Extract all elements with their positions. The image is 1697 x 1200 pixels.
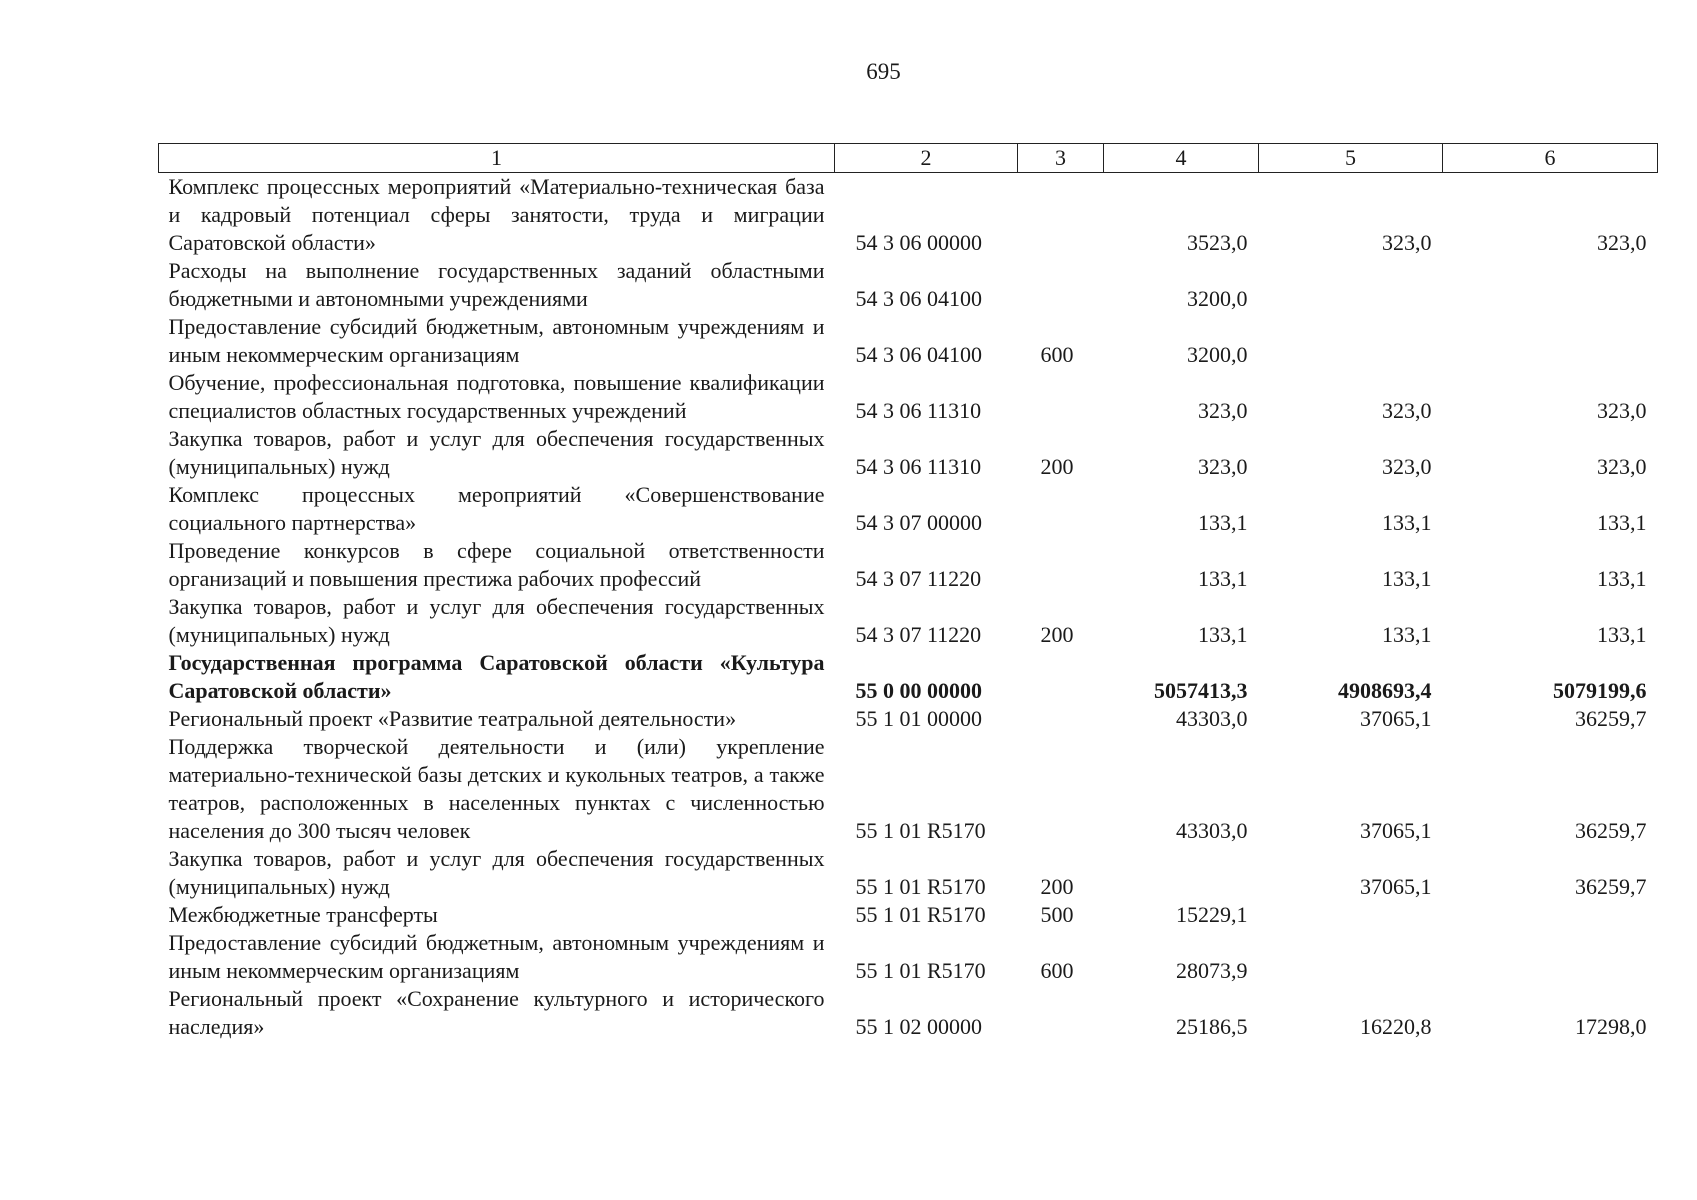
row-code: 55 1 01 R5170 <box>855 818 986 843</box>
table-row <box>159 369 1658 425</box>
row-expense-type <box>1018 481 1104 537</box>
header-row <box>159 144 1658 173</box>
table-row <box>159 313 1658 369</box>
row-name: Расходы на выполнение государственных заданий областными бюджетными и автономными учреждениями <box>168 258 825 311</box>
row-value-col5: 4908693,4 <box>1338 678 1432 703</box>
budget-table <box>158 143 1658 1041</box>
row-value-col5: 133,1 <box>1382 622 1432 647</box>
row-value-col4: 3200,0 <box>1187 286 1248 311</box>
row-expense-type <box>1018 733 1104 845</box>
row-value-col6: 17298,0 <box>1575 1014 1647 1039</box>
table-row <box>159 481 1658 537</box>
row-code: 54 3 06 00000 <box>855 230 982 255</box>
column-header-5: 5 <box>1259 144 1443 173</box>
table-row <box>159 901 1658 929</box>
row-name: Предоставление субсидий бюджетным, автономным учреждениям и иным некоммерческим организациям <box>168 930 825 983</box>
row-value-col4: 133,1 <box>1198 566 1248 591</box>
table-row <box>159 425 1658 481</box>
row-value-col4: 5057413,3 <box>1154 678 1248 703</box>
row-value-col4: 133,1 <box>1198 622 1248 647</box>
row-expense-type <box>1018 173 1104 258</box>
row-value-col5: 37065,1 <box>1360 818 1432 843</box>
row-value-col4: 25186,5 <box>1176 1014 1248 1039</box>
table-body <box>159 173 1658 1042</box>
row-value-col6: 36259,7 <box>1575 818 1647 843</box>
row-name: Государственная программа Саратовской области «Культура Саратовской области» <box>168 650 825 703</box>
row-code: 55 1 01 R5170 <box>855 902 986 927</box>
row-value-col6 <box>1443 929 1658 985</box>
row-value-col6: 5079199,6 <box>1553 678 1647 703</box>
row-name: Региональный проект «Развитие театральной деятельности» <box>168 706 737 731</box>
row-value-col4: 133,1 <box>1198 510 1248 535</box>
row-value-col4: 43303,0 <box>1176 818 1248 843</box>
row-code: 54 3 06 11310 <box>855 398 982 423</box>
row-code: 55 0 00 00000 <box>855 678 982 703</box>
row-value-col5 <box>1259 313 1443 369</box>
table-row <box>159 929 1658 985</box>
row-value-col5: 16220,8 <box>1360 1014 1432 1039</box>
row-value-col4 <box>1104 845 1259 901</box>
column-header-4: 4 <box>1104 144 1259 173</box>
row-expense-type: 600 <box>1040 342 1074 367</box>
table-row <box>159 985 1658 1041</box>
table-row <box>159 257 1658 313</box>
row-code: 55 1 02 00000 <box>855 1014 982 1039</box>
row-name: Проведение конкурсов в сфере социальной ответственности организаций и повышения престижа рабочих профессий <box>168 538 825 591</box>
column-header-1: 1 <box>159 144 835 173</box>
table-row <box>159 845 1658 901</box>
row-expense-type <box>1018 705 1104 733</box>
table-header <box>159 144 1658 173</box>
row-expense-type: 500 <box>1040 902 1074 927</box>
row-expense-type: 600 <box>1040 958 1074 983</box>
row-name: Межбюджетные трансферты <box>168 902 438 927</box>
row-expense-type <box>1018 257 1104 313</box>
column-header-3: 3 <box>1018 144 1104 173</box>
row-value-col4: 15229,1 <box>1176 902 1248 927</box>
row-value-col4: 3200,0 <box>1187 342 1248 367</box>
row-value-col5: 323,0 <box>1382 454 1432 479</box>
row-value-col5: 37065,1 <box>1360 874 1432 899</box>
row-name: Закупка товаров, работ и услуг для обеспечения государственных (муниципальных) нужд <box>168 594 825 647</box>
row-name: Региональный проект «Сохранение культурного и исторического наследия» <box>168 986 825 1039</box>
table-row <box>159 537 1658 593</box>
row-value-col4: 323,0 <box>1198 454 1248 479</box>
row-value-col5: 37065,1 <box>1360 706 1432 731</box>
row-name: Комплекс процессных мероприятий «Совершенствование социального партнерства» <box>168 482 825 535</box>
row-value-col5 <box>1259 257 1443 313</box>
row-value-col4: 28073,9 <box>1176 958 1248 983</box>
row-value-col5: 133,1 <box>1382 566 1432 591</box>
row-name: Комплекс процессных мероприятий «Материально-техническая база и кадровый потенциал сферы занятости, труда и миграции Саратовской области» <box>168 174 825 255</box>
row-value-col6: 36259,7 <box>1575 706 1647 731</box>
row-name: Закупка товаров, работ и услуг для обеспечения государственных (муниципальных) нужд <box>168 846 825 899</box>
row-value-col6: 323,0 <box>1597 454 1647 479</box>
row-name: Обучение, профессиональная подготовка, повышение квалификации специалистов областных государственных учреждений <box>168 370 825 423</box>
table-row <box>159 593 1658 649</box>
row-expense-type: 200 <box>1040 874 1074 899</box>
row-code: 54 3 07 11220 <box>855 622 982 647</box>
row-value-col5: 323,0 <box>1382 230 1432 255</box>
row-value-col6: 36259,7 <box>1575 874 1647 899</box>
row-value-col6: 323,0 <box>1597 230 1647 255</box>
row-value-col6 <box>1443 313 1658 369</box>
row-value-col6: 133,1 <box>1597 622 1647 647</box>
row-name: Поддержка творческой деятельности и (или) укрепление материально-технической базы детских и кукольных театров, а также театров, расположенных в населенных пунктах с численностью населения до 300 тысяч человек <box>168 734 825 843</box>
row-value-col4: 323,0 <box>1198 398 1248 423</box>
row-expense-type: 200 <box>1040 622 1074 647</box>
row-code: 55 1 01 R5170 <box>855 874 986 899</box>
row-value-col4: 3523,0 <box>1187 230 1248 255</box>
row-name: Закупка товаров, работ и услуг для обеспечения государственных (муниципальных) нужд <box>168 426 825 479</box>
table-row <box>159 733 1658 845</box>
row-code: 54 3 07 00000 <box>855 510 982 535</box>
row-expense-type: 200 <box>1040 454 1074 479</box>
row-value-col6: 133,1 <box>1597 566 1647 591</box>
table-row <box>159 705 1658 733</box>
row-name: Предоставление субсидий бюджетным, автономным учреждениям и иным некоммерческим организациям <box>168 314 825 367</box>
row-value-col6 <box>1443 901 1658 929</box>
row-value-col6 <box>1443 257 1658 313</box>
row-expense-type <box>1018 369 1104 425</box>
row-value-col5: 133,1 <box>1382 510 1432 535</box>
row-value-col6: 133,1 <box>1597 510 1647 535</box>
row-value-col5 <box>1259 929 1443 985</box>
row-code: 54 3 07 11220 <box>855 566 982 591</box>
row-code: 55 1 01 00000 <box>855 706 982 731</box>
row-expense-type <box>1018 985 1104 1041</box>
table-row <box>159 173 1658 258</box>
row-code: 54 3 06 11310 <box>855 454 982 479</box>
row-value-col5 <box>1259 901 1443 929</box>
column-header-6: 6 <box>1443 144 1658 173</box>
row-code: 55 1 01 R5170 <box>855 958 986 983</box>
row-expense-type <box>1018 537 1104 593</box>
row-value-col4: 43303,0 <box>1176 706 1248 731</box>
table-row-program-total <box>159 649 1658 705</box>
row-value-col6: 323,0 <box>1597 398 1647 423</box>
row-value-col5: 323,0 <box>1382 398 1432 423</box>
row-expense-type <box>1018 649 1104 705</box>
column-header-2: 2 <box>835 144 1018 173</box>
row-code: 54 3 06 04100 <box>855 286 982 311</box>
page-number: 695 <box>866 59 901 84</box>
row-code: 54 3 06 04100 <box>855 342 982 367</box>
